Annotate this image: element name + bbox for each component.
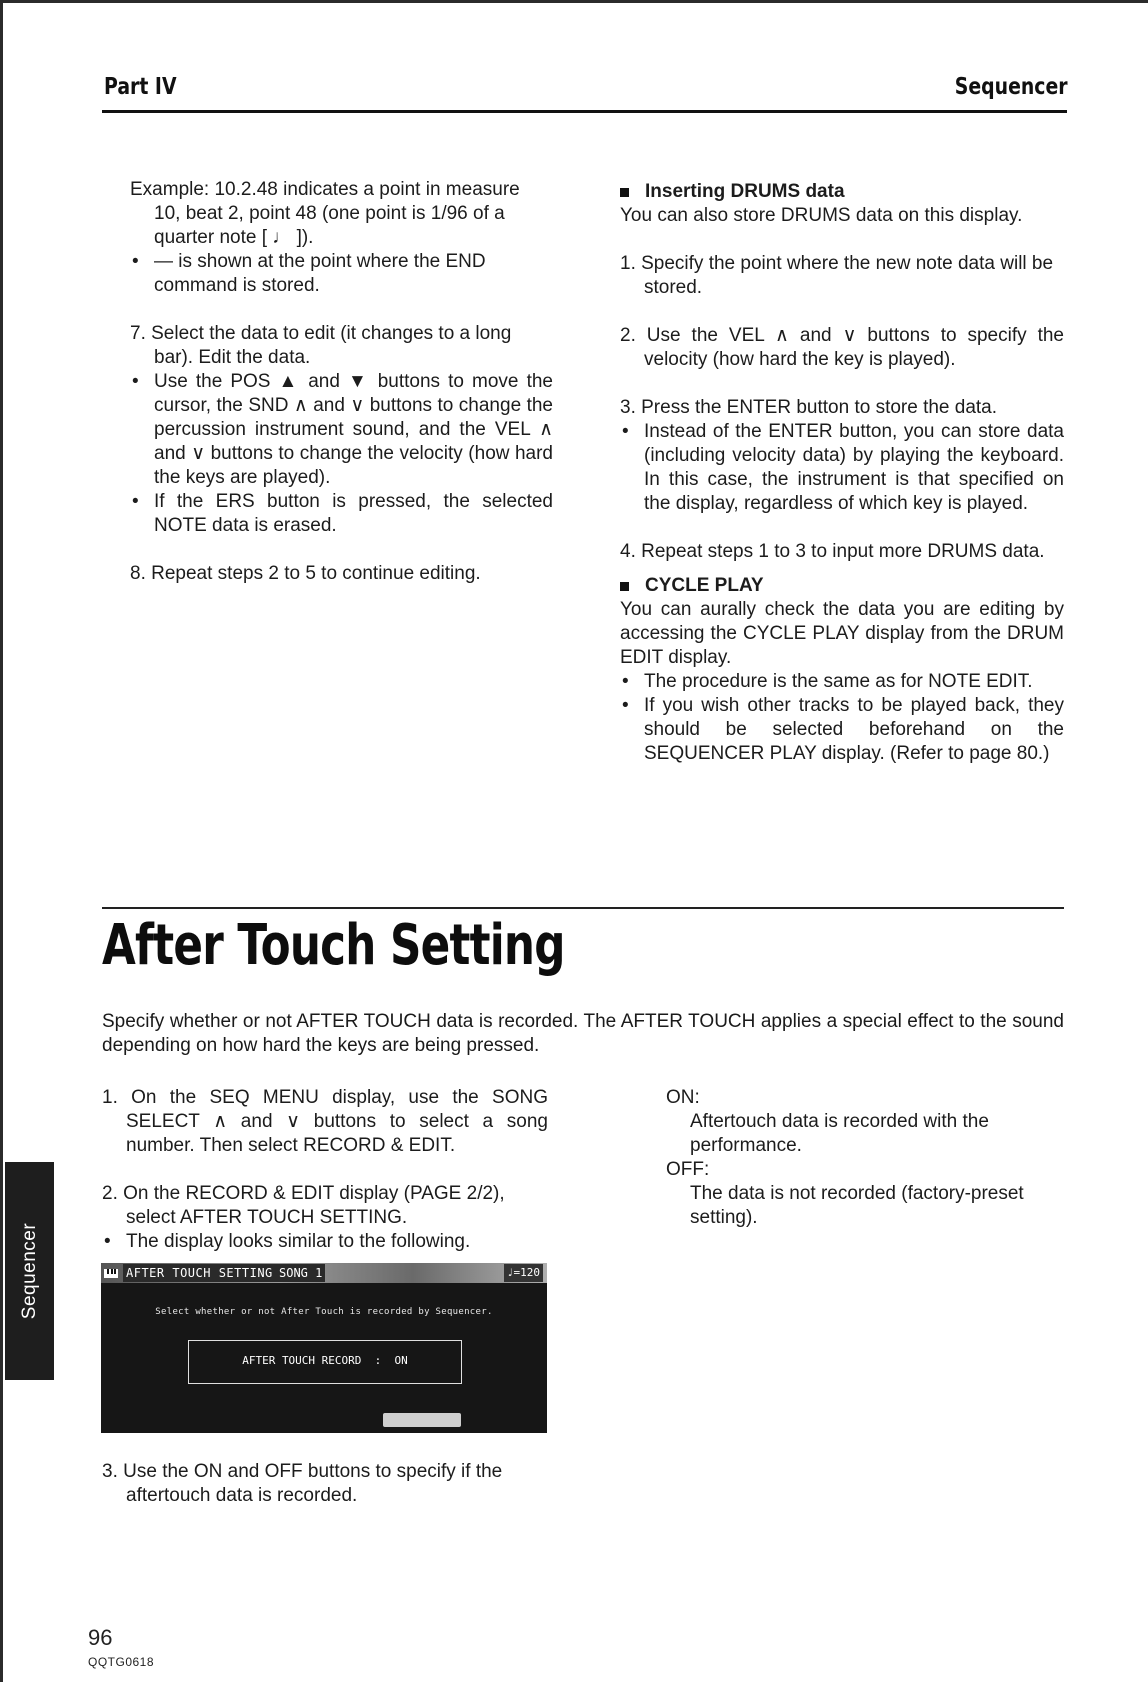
header-rule (102, 110, 1067, 113)
left-column (130, 178, 553, 586)
example-line-3: quarter note [ ♩ ]). (154, 227, 314, 248)
inserting-drums-text: You can also store DRUMS data on this display. (620, 205, 1023, 226)
step-8: 8. Repeat steps 2 to 5 to continue editing. (130, 563, 481, 584)
bullet-enter-button: • Instead of the ENTER button, you can store data (including velocity data) by playing the keyboard. In this case, the instrument is that specified on the display, regardless of which key is played. (620, 420, 1064, 516)
bullet-ers-button: • If the ERS button is pressed, the selected NOTE data is erased. (130, 490, 553, 538)
document-code: QQTG0618 (88, 1655, 155, 1669)
on-text: Aftertouch data is recorded with the performance. (690, 1111, 989, 1156)
after-touch-step-1: 1. On the SEQ MENU display, use the SONG SELECT ∧ and ∨ buttons to select a song number. Then select RECORD & EDIT. (102, 1087, 548, 1156)
lcd-song-number: SONG 1 (276, 1264, 325, 1282)
example-line-2: 10, beat 2, point 48 (one point is 1/96 of a (154, 203, 505, 224)
on-label: ON: (666, 1087, 700, 1108)
after-touch-step-2: 2. On the RECORD & EDIT display (PAGE 2/2), select AFTER TOUCH SETTING. (102, 1183, 505, 1228)
keyboard-icon (103, 1266, 119, 1280)
off-text: The data is not recorded (factory-preset setting). (690, 1183, 1024, 1228)
page-frame-top (0, 0, 1148, 3)
lcd-record-line: AFTER TOUCH RECORD : ON (242, 1354, 408, 1367)
bullet-pos-buttons: • Use the POS ▲ and ▼ buttons to move the cursor, the SND ∧ and ∨ buttons to change the percussion instrument sound, and the VEL ∧ and ∨ buttons to change the velocity (how hard the keys are played). (130, 370, 553, 490)
inserting-drums-heading: Inserting DRUMS data (620, 180, 1064, 204)
bullet-display: • The display looks similar to the following. (102, 1230, 548, 1254)
step-7: 7. Select the data to edit (it changes to a long bar). Edit the data. (130, 323, 512, 368)
lcd-record-box (188, 1340, 462, 1384)
example-line-1: Example: 10.2.48 indicates a point in measure (130, 179, 520, 200)
bullet-other-tracks: • If you wish other tracks to be played back, they should be selected beforehand on the SEQUENCER PLAY display. (Refer to page 80.) (620, 694, 1064, 766)
page-frame-left (0, 0, 3, 1682)
insert-step-3: 3. Press the ENTER button to store the data. (620, 397, 998, 418)
on-off-descriptions (666, 1086, 1066, 1230)
page-number: 96 (88, 1625, 113, 1650)
lcd-tempo: ♩=120 (504, 1264, 543, 1282)
section-intro: Specify whether or not AFTER TOUCH data is recorded. The AFTER TOUCH applies a special effect to the sound depending on how hard the keys are being pressed. (102, 1011, 1064, 1056)
lcd-display (101, 1263, 547, 1433)
side-tab-label: Sequencer (18, 1222, 40, 1320)
right-column (620, 180, 1064, 766)
cycle-play-heading: CYCLE PLAY (620, 574, 1064, 598)
insert-step-1: 1. Specify the point where the new note data will be stored. (620, 253, 1054, 298)
header-section: Sequencer (955, 74, 1068, 100)
bullet-end-command: • — is shown at the point where the END command is stored. (130, 250, 553, 298)
lcd-screen-title: AFTER TOUCH SETTING (123, 1264, 276, 1282)
section-rule (102, 907, 1064, 909)
side-tab (5, 1162, 54, 1380)
lcd-message: Select whether or not After Touch is recorded by Sequencer. (155, 1307, 493, 1317)
cycle-play-text: You can aurally check the data you are editing by accessing the CYCLE PLAY display from the DRUM EDIT display. (620, 599, 1064, 668)
insert-step-2: 2. Use the VEL ∧ and ∨ buttons to specify the velocity (how hard the key is played). (620, 325, 1064, 370)
lcd-page-indicator (383, 1413, 461, 1427)
insert-step-4: 4. Repeat steps 1 to 3 to input more DRUMS data. (620, 541, 1045, 562)
after-touch-step-3: 3. Use the ON and OFF buttons to specify if the aftertouch data is recorded. (102, 1461, 503, 1506)
off-label: OFF: (666, 1159, 710, 1180)
header-part: Part IV (104, 74, 177, 100)
section-title: After Touch Setting (102, 913, 565, 978)
bullet-same-procedure: • The procedure is the same as for NOTE EDIT. (620, 670, 1064, 694)
